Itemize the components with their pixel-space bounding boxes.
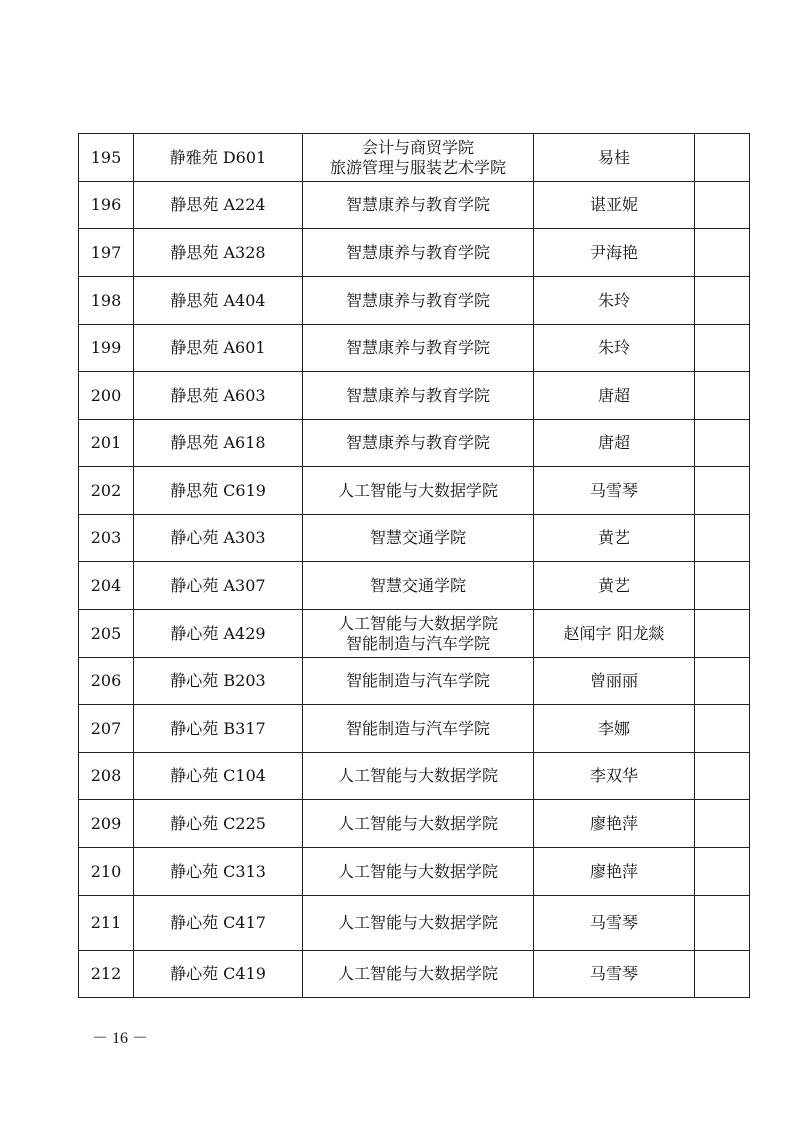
- college-name: 人工智能与大数据学院: [337, 913, 498, 932]
- note-cell: [695, 800, 750, 848]
- college-cell: [303, 705, 534, 753]
- person-cell: 李娜: [534, 705, 695, 753]
- row-number-cell: 202: [79, 467, 134, 515]
- person-cell: 李双华: [534, 753, 695, 800]
- college-name: 智慧康养与教育学院: [345, 242, 490, 262]
- person-cell: 马雪琴: [534, 951, 695, 998]
- college-name: 会计与商贸学院: [361, 137, 474, 157]
- room-cell: 静心苑 C104: [134, 753, 303, 800]
- college-name: 智能制造与汽车学院: [345, 671, 490, 690]
- note-cell: [695, 658, 750, 705]
- table-row: [79, 951, 750, 998]
- person-cell: 易桂: [534, 134, 695, 182]
- note-cell: [695, 182, 750, 229]
- college-cell: [303, 951, 534, 998]
- table-row: [79, 562, 750, 610]
- room-cell: 静心苑 C225: [134, 800, 303, 848]
- college-name: 智慧交通学院: [369, 575, 466, 595]
- college-cell: [303, 467, 534, 515]
- person-cell: 曾丽丽: [534, 658, 695, 705]
- dormitory-table: [78, 133, 750, 998]
- room-cell: 静思苑 A224: [134, 182, 303, 229]
- note-cell: [695, 896, 750, 951]
- room-cell: 静思苑 A328: [134, 229, 303, 277]
- row-number-cell: 196: [79, 182, 134, 229]
- note-cell: [695, 372, 750, 420]
- college-cell: [303, 562, 534, 610]
- person-cell: 赵闻宇 阳龙燚: [534, 610, 695, 658]
- college-name: 人工智能与大数据学院: [337, 964, 498, 983]
- table-row: [79, 658, 750, 705]
- note-cell: [695, 229, 750, 277]
- row-number-cell: 212: [79, 951, 134, 998]
- college-name: 智慧康养与教育学院: [345, 195, 490, 214]
- row-number-cell: 203: [79, 515, 134, 562]
- college-name: 智慧交通学院: [369, 528, 466, 547]
- row-number-cell: 206: [79, 658, 134, 705]
- row-number-cell: 210: [79, 848, 134, 896]
- table-row: [79, 753, 750, 800]
- person-cell: 马雪琴: [534, 896, 695, 951]
- room-cell: 静思苑 C619: [134, 467, 303, 515]
- table-row: [79, 134, 750, 182]
- table-row: [79, 467, 750, 515]
- person-cell: 廖艳萍: [534, 800, 695, 848]
- note-cell: [695, 562, 750, 610]
- college-name: 智慧康养与教育学院: [345, 433, 490, 452]
- row-number-cell: 197: [79, 229, 134, 277]
- person-cell: 廖艳萍: [534, 848, 695, 896]
- college-name: 人工智能与大数据学院: [337, 813, 498, 833]
- table-row: [79, 896, 750, 951]
- person-cell: 黄艺: [534, 562, 695, 610]
- college-cell: [303, 515, 534, 562]
- table-row: [79, 325, 750, 372]
- note-cell: [695, 705, 750, 753]
- room-cell: 静心苑 A303: [134, 515, 303, 562]
- college-name: 人工智能与大数据学院: [337, 613, 498, 633]
- person-cell: 朱玲: [534, 325, 695, 372]
- note-cell: [695, 515, 750, 562]
- row-number-cell: 204: [79, 562, 134, 610]
- dormitory-table-wrapper: [78, 133, 746, 998]
- person-cell: 黄艺: [534, 515, 695, 562]
- note-cell: [695, 467, 750, 515]
- college-cell: [303, 277, 534, 325]
- row-number-cell: 201: [79, 420, 134, 467]
- college-name: 智慧康养与教育学院: [345, 385, 490, 405]
- note-cell: [695, 325, 750, 372]
- room-cell: 静心苑 C417: [134, 896, 303, 951]
- row-number-cell: 209: [79, 800, 134, 848]
- room-cell: 静心苑 C313: [134, 848, 303, 896]
- college-name: 智慧康养与教育学院: [345, 338, 490, 357]
- row-number-cell: 198: [79, 277, 134, 325]
- college-cell: [303, 658, 534, 705]
- college-cell: [303, 753, 534, 800]
- person-cell: 尹海艳: [534, 229, 695, 277]
- row-number-cell: 200: [79, 372, 134, 420]
- note-cell: [695, 277, 750, 325]
- room-cell: 静思苑 A601: [134, 325, 303, 372]
- college-name: 智能制造与汽车学院: [345, 633, 490, 653]
- note-cell: [695, 420, 750, 467]
- room-cell: 静雅苑 D601: [134, 134, 303, 182]
- row-number-cell: 207: [79, 705, 134, 753]
- page-number: － 16 －: [92, 1030, 149, 1047]
- college-cell: [303, 182, 534, 229]
- note-cell: [695, 951, 750, 998]
- table-row: [79, 800, 750, 848]
- college-cell: [303, 372, 534, 420]
- row-number-cell: 208: [79, 753, 134, 800]
- college-name: 智慧康养与教育学院: [345, 290, 490, 310]
- person-cell: 朱玲: [534, 277, 695, 325]
- room-cell: 静思苑 A603: [134, 372, 303, 420]
- row-number-cell: 205: [79, 610, 134, 658]
- table-row: [79, 610, 750, 658]
- note-cell: [695, 848, 750, 896]
- room-cell: 静思苑 A404: [134, 277, 303, 325]
- note-cell: [695, 610, 750, 658]
- person-cell: 谌亚妮: [534, 182, 695, 229]
- college-cell: [303, 229, 534, 277]
- college-cell: [303, 896, 534, 951]
- table-row: [79, 182, 750, 229]
- table-row: [79, 229, 750, 277]
- room-cell: 静心苑 A429: [134, 610, 303, 658]
- person-cell: 唐超: [534, 420, 695, 467]
- row-number-cell: 211: [79, 896, 134, 951]
- table-row: [79, 705, 750, 753]
- table-row: [79, 420, 750, 467]
- row-number-cell: 195: [79, 134, 134, 182]
- dormitory-table-body: [79, 134, 750, 998]
- college-name: 人工智能与大数据学院: [337, 861, 498, 881]
- college-cell: [303, 848, 534, 896]
- room-cell: 静心苑 B203: [134, 658, 303, 705]
- college-cell: [303, 134, 534, 182]
- college-cell: [303, 610, 534, 658]
- room-cell: 静心苑 C419: [134, 951, 303, 998]
- college-cell: [303, 800, 534, 848]
- room-cell: 静心苑 A307: [134, 562, 303, 610]
- person-cell: 马雪琴: [534, 467, 695, 515]
- college-name: 智能制造与汽车学院: [345, 718, 490, 738]
- table-row: [79, 277, 750, 325]
- room-cell: 静心苑 B317: [134, 705, 303, 753]
- college-name: 人工智能与大数据学院: [337, 766, 498, 785]
- college-name: 旅游管理与服装艺术学院: [329, 157, 506, 177]
- college-cell: [303, 325, 534, 372]
- table-row: [79, 515, 750, 562]
- row-number-cell: 199: [79, 325, 134, 372]
- note-cell: [695, 753, 750, 800]
- table-row: [79, 372, 750, 420]
- person-cell: 唐超: [534, 372, 695, 420]
- room-cell: 静思苑 A618: [134, 420, 303, 467]
- college-name: 人工智能与大数据学院: [337, 480, 498, 500]
- table-row: [79, 848, 750, 896]
- note-cell: [695, 134, 750, 182]
- college-cell: [303, 420, 534, 467]
